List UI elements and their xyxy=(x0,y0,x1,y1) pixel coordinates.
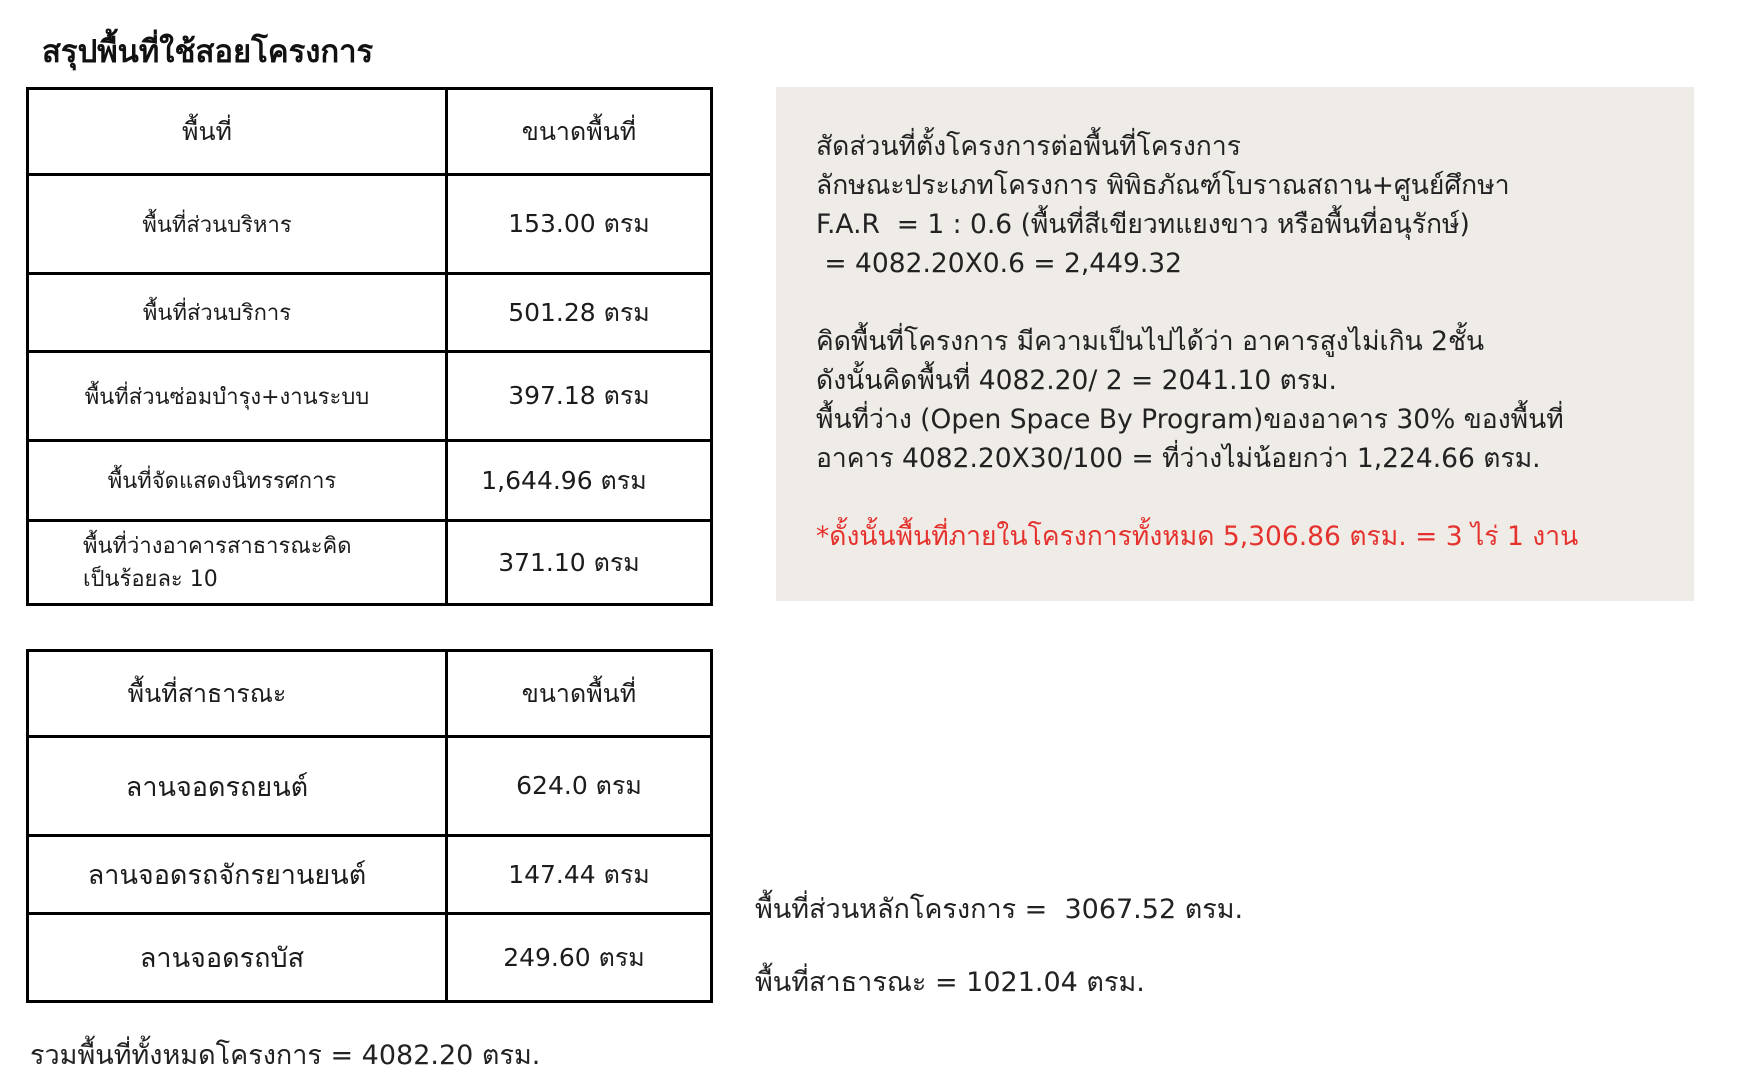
row-value xyxy=(447,836,712,914)
note-line: สัดส่วนที่ตั้งโครงการต่อพื้นที่โครงการ xyxy=(816,131,1241,162)
note-line: ดังนั้นคิดพื้นที่ 4082.20/ 2 = 2041.10 ตรม. xyxy=(816,365,1337,396)
header-area xyxy=(28,89,447,175)
row-value-text: 1,644.96 ตรม xyxy=(481,465,647,495)
row-label-text: พื้นที่จัดแสดงนิทรรศการ xyxy=(107,469,337,494)
row-value-text: 147.44 ตรม xyxy=(508,859,650,889)
row-label xyxy=(28,352,447,441)
row-label xyxy=(28,737,447,836)
total-area: รวมพื้นที่ทั้งหมดโครงการ = 4082.20 ตรม. xyxy=(30,1040,541,1071)
row-label xyxy=(28,274,447,352)
note-conclusion: *ดั้งนั้นพื้นที่ภายในโครงการทั้งหมด 5,306.86 ตรม. = 3 ไร่ 1 งาน xyxy=(816,521,1579,552)
note-spacer xyxy=(816,283,1578,322)
row-label-text: ลานจอดรถจักรยานยนต์ xyxy=(87,860,367,891)
row-label-text: ลานจอดรถยนต์ xyxy=(125,771,309,803)
note-line: = 4082.20X0.6 = 2,449.32 xyxy=(816,248,1182,279)
row-value xyxy=(447,441,712,521)
public-area-table xyxy=(26,649,713,1003)
row-value xyxy=(447,914,712,1002)
row-label-text-line2: เป็นร้อยละ 10 xyxy=(83,566,218,592)
note-line: คิดพื้นที่โครงการ มีความเป็นไปได้ว่า อาคารสูงไม่เกิน 2ชั้น xyxy=(816,326,1485,357)
note-line: พื้นที่ว่าง (Open Space By Program)ของอาคาร 30% ของพื้นที่ xyxy=(816,404,1564,435)
row-value xyxy=(447,274,712,352)
note-line: ลักษณะประเภทโครงการ พิพิธภัณฑ์โบราณสถาน+ศูนย์ศึกษา xyxy=(816,170,1510,201)
table-header-row xyxy=(28,89,712,175)
row-label-text-line1: พื้นที่ว่างอาคารสาธารณะคิด xyxy=(83,533,352,559)
header-size-label: ขนาดพื้นที่ xyxy=(521,116,637,146)
note-line: F.A.R = 1 : 0.6 (พื้นที่สีเขียวทแยงขาว หรือพื้นที่อนุรักษ์) xyxy=(816,209,1470,240)
row-value xyxy=(447,521,712,605)
public-area-summary: พื้นที่สาธารณะ = 1021.04 ตรม. xyxy=(755,967,1145,998)
table-row xyxy=(28,836,712,914)
table-row xyxy=(28,175,712,274)
main-area-summary: พื้นที่ส่วนหลักโครงการ = 3067.52 ตรม. xyxy=(755,894,1244,925)
row-label-text: พื้นที่ส่วนซ่อมบำรุง+งานระบบ xyxy=(84,384,370,410)
row-label xyxy=(28,521,447,605)
header-size xyxy=(447,651,712,737)
row-label-text: พื้นที่ส่วนบริการ xyxy=(142,301,292,326)
row-value-text: 397.18 ตรม xyxy=(508,381,650,410)
notes-text xyxy=(816,127,1578,556)
note-spacer xyxy=(816,478,1578,517)
page-title: สรุปพื้นที่ใช้สอยโครงการ xyxy=(42,34,374,70)
table-header-row xyxy=(28,651,712,737)
row-value-text: 501.28 ตรม xyxy=(508,297,650,327)
row-value xyxy=(447,737,712,836)
row-label xyxy=(28,836,447,914)
table-row xyxy=(28,914,712,1002)
header-size-label: ขนาดพื้นที่ xyxy=(521,678,637,708)
row-value-text: 153.00 ตรม xyxy=(508,209,650,238)
header-public-area xyxy=(28,651,447,737)
table-row xyxy=(28,521,712,605)
table-row xyxy=(28,737,712,836)
area-summary-table xyxy=(26,87,713,606)
row-value xyxy=(447,352,712,441)
row-label xyxy=(28,914,447,1002)
row-value xyxy=(447,175,712,274)
table-row xyxy=(28,274,712,352)
row-value-text: 624.0 ตรม xyxy=(516,771,642,800)
note-line: อาคาร 4082.20X30/100 = ที่ว่างไม่น้อยกว่า 1,224.66 ตรม. xyxy=(816,443,1541,474)
row-label xyxy=(28,175,447,274)
row-value-text: 371.10 ตรม xyxy=(498,547,640,577)
row-label-text: พื้นที่ส่วนบริหาร xyxy=(142,212,292,238)
row-value-text: 249.60 ตรม xyxy=(503,942,645,972)
header-area-label: พื้นที่ xyxy=(181,116,233,146)
table-row xyxy=(28,441,712,521)
header-public-area-label: พื้นที่สาธารณะ xyxy=(127,678,287,708)
row-label-text: ลานจอดรถบัส xyxy=(139,943,305,974)
row-label xyxy=(28,441,447,521)
table-row xyxy=(28,352,712,441)
header-size xyxy=(447,89,712,175)
